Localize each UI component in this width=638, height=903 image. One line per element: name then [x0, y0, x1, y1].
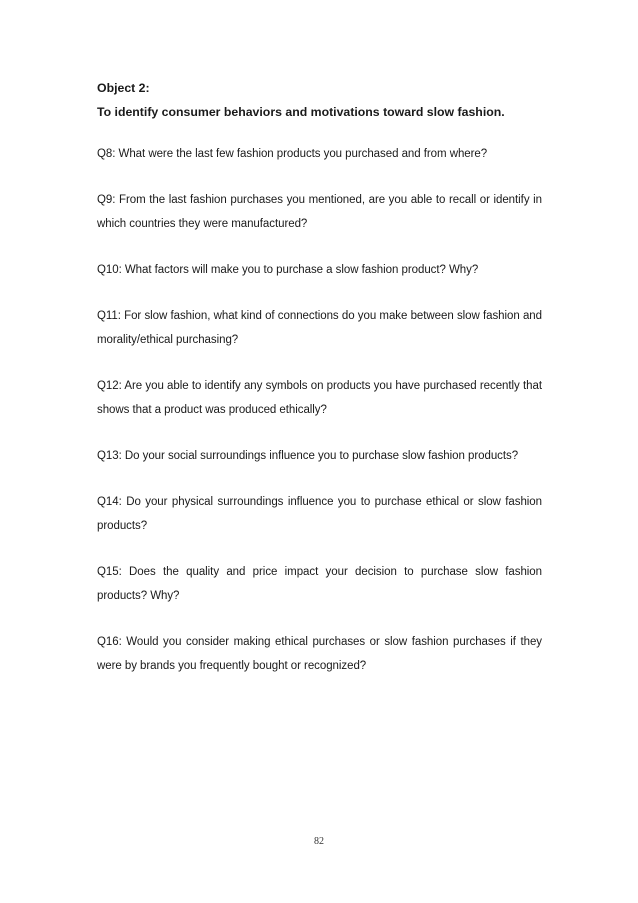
question-q14: Q14: Do your physical surroundings influence you to purchase ethical or slow fashion products?: [97, 496, 542, 532]
question-list: [97, 142, 542, 678]
spacer: [97, 608, 542, 630]
object-subheading: To identify consumer behaviors and motivations toward slow fashion.: [97, 105, 505, 119]
question-q10: Q10: What factors will make you to purchase a slow fashion product? Why?: [97, 264, 479, 276]
spacer: [97, 166, 542, 188]
spacer: [97, 468, 542, 490]
page-content: [97, 76, 542, 678]
question-q15: Q15: Does the quality and price impact your decision to purchase slow fashion products? Why?: [97, 566, 542, 602]
question-q12: Q12: Are you able to identify any symbols on products you have purchased recently that shows that a product was produced ethically?: [97, 380, 542, 416]
question-q9: Q9: From the last fashion purchases you mentioned, are you able to recall or identify in which countries they were manufactured?: [97, 194, 542, 230]
question-q11: Q11: For slow fashion, what kind of connections do you make between slow fashion and morality/ethical purchasing?: [97, 310, 542, 346]
question-q16: Q16: Would you consider making ethical purchases or slow fashion purchases if they were by brands you frequently bought or recognized?: [97, 636, 542, 672]
question-q8: Q8: What were the last few fashion products you purchased and from where?: [97, 148, 488, 160]
spacer: [97, 124, 542, 142]
spacer: [97, 422, 542, 444]
spacer: [97, 538, 542, 560]
question-q13: Q13: Do your social surroundings influence you to purchase slow fashion products?: [97, 450, 519, 462]
object-heading: Object 2:: [97, 81, 150, 95]
spacer: [97, 236, 542, 258]
spacer: [97, 282, 542, 304]
spacer: [97, 352, 542, 374]
page-number: 82: [314, 836, 324, 847]
